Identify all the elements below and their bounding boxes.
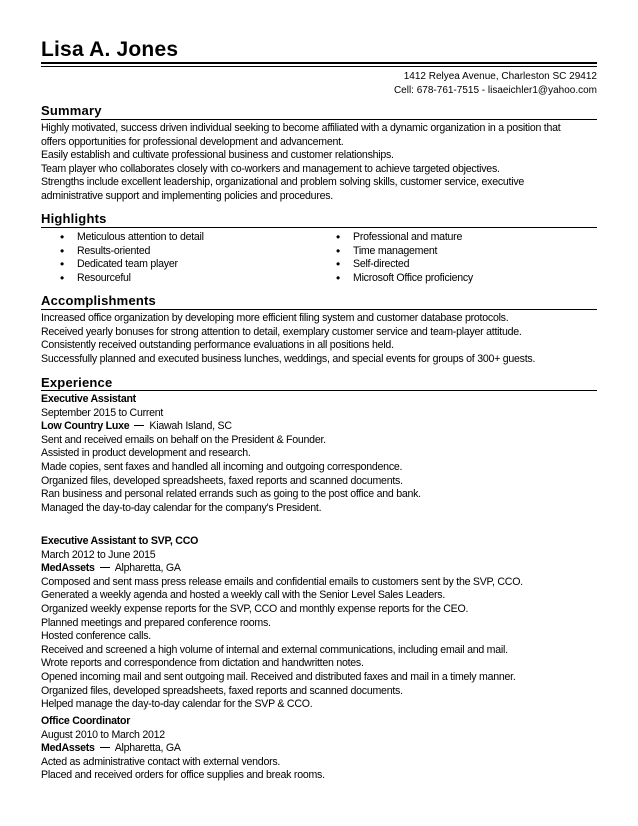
job-company: Low Country Luxe xyxy=(41,420,130,433)
summary-line: Highly motivated, success driven individual seeking to become affiliated with a dynamic organization in a position that xyxy=(41,122,561,134)
job-employer xyxy=(41,742,601,756)
job-employer xyxy=(41,562,601,576)
job-location: Alpharetta, GA xyxy=(114,562,181,575)
accomplishment-line: Increased office organization by developing more efficient filing system and customer database protocols. xyxy=(41,312,509,324)
accomplishment-line: Consistently received outstanding performance evaluations in all positions held. xyxy=(41,339,394,352)
job-duty: Organized weekly expense reports for the SVP, CCO and monthly expense reports for the CEO. xyxy=(41,602,469,615)
highlight-item: • Dedicated team player xyxy=(60,258,204,272)
job-location: Kiawah Island, SC xyxy=(149,420,232,433)
accomplishments-text xyxy=(41,312,601,366)
contact-phone-email: Cell: 678-761-7515 - lisaeichler1@yahoo.com xyxy=(393,85,597,96)
highlights-list-left xyxy=(60,231,204,285)
job-title: Executive Assistant xyxy=(41,393,136,405)
summary-line: administrative support and implementing policies and procedures. xyxy=(41,189,333,202)
highlights-heading: Highlights xyxy=(41,211,107,226)
job-duty: Planned meetings and prepared conference rooms. xyxy=(41,616,271,629)
contact-block xyxy=(394,70,597,98)
header-rule xyxy=(41,62,597,64)
job-entry xyxy=(41,715,601,783)
job-duty: Assisted in product development and research. xyxy=(41,447,251,460)
job-entry xyxy=(41,535,601,712)
accomplishment-line: Successfully planned and executed business lunches, weddings, and special events for groups of 300+ guests. xyxy=(41,352,536,365)
highlight-item: • Microsoft Office proficiency xyxy=(336,272,473,286)
summary-text xyxy=(41,122,601,204)
highlight-item: • Time management xyxy=(336,245,473,259)
experience-heading: Experience xyxy=(41,375,113,390)
highlights-rule xyxy=(41,227,597,228)
job-duty: Placed and received orders for office supplies and break rooms. xyxy=(41,769,325,782)
job-company: MedAssets xyxy=(41,742,95,755)
job-duty: Helped manage the day-to-day calendar for the SVP & CCO. xyxy=(41,698,313,711)
job-duty: Managed the day-to-day calendar for the company's President. xyxy=(41,501,322,514)
summary-line: Strengths include excellent leadership, organizational and problem solving skills, customer service, executive xyxy=(41,176,525,189)
job-duty: Made copies, sent faxes and handled all incoming and outgoing correspondence. xyxy=(41,460,403,473)
job-dates: March 2012 to June 2015 xyxy=(41,548,156,561)
summary-line: Easily establish and cultivate professional business and customer relationships. xyxy=(41,149,394,162)
job-duty: Opened incoming mail and sent outgoing mail. Received and distributed faxes and mail in a timely manner. xyxy=(41,670,516,683)
contact-address: 1412 Relyea Avenue, Charleston SC 29412 xyxy=(403,71,597,82)
job-dates: September 2015 to Current xyxy=(41,406,164,419)
candidate-name: Lisa A. Jones xyxy=(41,38,179,61)
accomplishments-heading: Accomplishments xyxy=(41,293,156,308)
job-entry xyxy=(41,393,601,515)
experience-rule xyxy=(41,390,597,391)
dash-separator xyxy=(134,425,144,426)
job-duty: Sent and received emails on behalf on the President & Founder. xyxy=(41,433,326,446)
job-duty: Generated a weekly agenda and hosted a weekly call with the Senior Level Sales Leaders. xyxy=(41,589,446,602)
job-duty: Composed and sent mass press release emails and confidential emails to customers sent by the SVP, CCO. xyxy=(41,575,523,588)
job-duty: Hosted conference calls. xyxy=(41,630,152,643)
accomplishments-rule xyxy=(41,309,597,310)
job-employer xyxy=(41,420,601,434)
job-duty: Organized files, developed spreadsheets, faxed reports and scanned documents. xyxy=(41,474,403,487)
summary-heading: Summary xyxy=(41,103,102,118)
highlight-item: • Self-directed xyxy=(336,258,473,272)
highlight-item: • Results-oriented xyxy=(60,245,204,259)
job-duty: Organized files, developed spreadsheets, faxed reports and scanned documents. xyxy=(41,684,403,697)
job-title: Office Coordinator xyxy=(41,715,131,727)
summary-line: Team player who collaborates closely with co-workers and management to achieve targeted objectives. xyxy=(41,162,500,175)
job-duty: Ran business and personal related errands such as going to the post office and bank. xyxy=(41,488,421,501)
highlight-item: • Resourceful xyxy=(60,272,204,286)
highlight-item: • Professional and mature xyxy=(336,231,473,245)
job-duty: Received and screened a high volume of internal and external communications, including email and mail. xyxy=(41,643,508,656)
highlight-item: • Meticulous attention to detail xyxy=(60,231,204,245)
job-duty: Wrote reports and correspondence from dictation and handwritten notes. xyxy=(41,657,364,670)
job-dates: August 2010 to March 2012 xyxy=(41,728,165,741)
accomplishment-line: Received yearly bonuses for strong attention to detail, exemplary customer service and team-player attitude. xyxy=(41,325,522,338)
highlights-list-right xyxy=(336,231,473,285)
job-title: Executive Assistant to SVP, CCO xyxy=(41,535,199,547)
job-duty: Acted as administrative contact with external vendors. xyxy=(41,755,281,768)
job-company: MedAssets xyxy=(41,562,95,575)
job-location: Alpharetta, GA xyxy=(114,742,181,755)
dash-separator xyxy=(100,747,110,748)
summary-rule xyxy=(41,119,597,120)
dash-separator xyxy=(100,567,110,568)
summary-line: offers opportunities for professional development and advancement. xyxy=(41,135,344,148)
